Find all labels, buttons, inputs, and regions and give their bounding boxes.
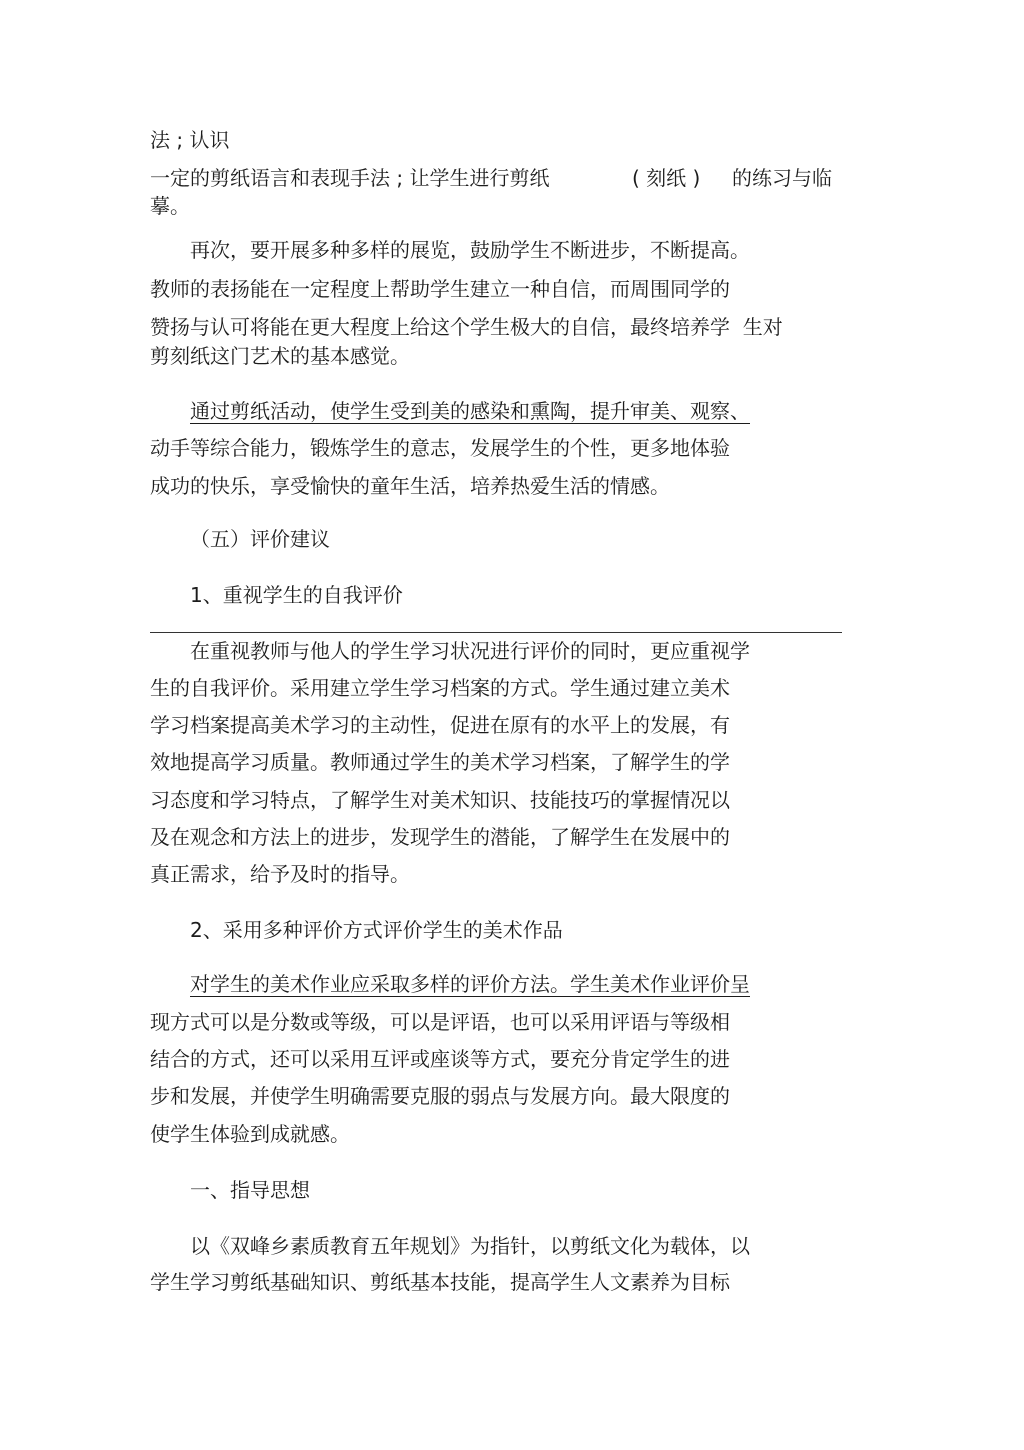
text-line: 在重视教师与他人的学生学习状况进行评价的同时，更应重视学 (190, 639, 750, 663)
section-heading: （五）评价建议 (190, 527, 330, 551)
text-line: 对学生的美术作业应采取多样的评价方法。学生美术作业评价呈 (190, 972, 750, 996)
text-line: 的练习与临 (732, 166, 832, 190)
text-line: 通过剪纸活动，使学生受到美的感染和熏陶，提升审美、观察、 (190, 399, 750, 423)
text-line: 一定的剪纸语言和表现手法 ; 让学生进行剪纸 (150, 166, 550, 190)
text-line: 法 ; 认识 (150, 128, 230, 152)
section-heading: 1、重视学生的自我评价 (190, 583, 403, 607)
text-line: 及在观念和方法上的进步，发现学生的潜能，了解学生在发展中的 (150, 825, 730, 849)
text-line: 摹。 (150, 194, 190, 218)
section-heading: 2、采用多种评价方式评价学生的美术作品 (190, 918, 563, 942)
text-line: 再次，要开展多种多样的展览，鼓励学生不断进步，不断提高。 (190, 238, 750, 262)
text-line: ( 刻纸 ) (632, 166, 701, 190)
text-line: 动手等综合能力，锻炼学生的意志，发展学生的个性，更多地体验 (150, 436, 730, 460)
text-line: 赞扬与认可将能在更大程度上给这个学生极大的自信，最终培养学 生对 (150, 315, 783, 339)
text-line: 真正需求，给予及时的指导。 (150, 862, 410, 886)
text-line: 剪刻纸这门艺术的基本感觉。 (150, 344, 410, 368)
section-heading: 一、指导思想 (190, 1178, 310, 1202)
text-line: 学生学习剪纸基础知识、剪纸基本技能，提高学生人文素养为目标 (150, 1270, 730, 1294)
text-line: 学习档案提高美术学习的主动性，促进在原有的水平上的发展，有 (150, 713, 730, 737)
text-line: 习态度和学习特点，了解学生对美术知识、技能技巧的掌握情况以 (150, 788, 730, 812)
text-line: 步和发展，并使学生明确需要克服的弱点与发展方向。最大限度的 (150, 1084, 730, 1108)
text-line: 教师的表扬能在一定程度上帮助学生建立一种自信，而周围同学的 (150, 277, 730, 301)
text-line: 成功的快乐，享受愉快的童年生活，培养热爱生活的情感。 (150, 474, 670, 498)
text-line: 效地提高学习质量。教师通过学生的美术学习档案，了解学生的学 (150, 750, 730, 774)
text-line: 现方式可以是分数或等级，可以是评语，也可以采用评语与等级相 (150, 1010, 730, 1034)
text-line: 生的自我评价。采用建立学生学习档案的方式。学生通过建立美术 (150, 676, 730, 700)
text-line: 使学生体验到成就感。 (150, 1122, 350, 1146)
text-line: 以《双峰乡素质教育五年规划》为指针，以剪纸文化为载体，以 (190, 1234, 750, 1258)
divider (150, 632, 842, 633)
text-line: 结合的方式，还可以采用互评或座谈等方式，要充分肯定学生的进 (150, 1047, 730, 1071)
